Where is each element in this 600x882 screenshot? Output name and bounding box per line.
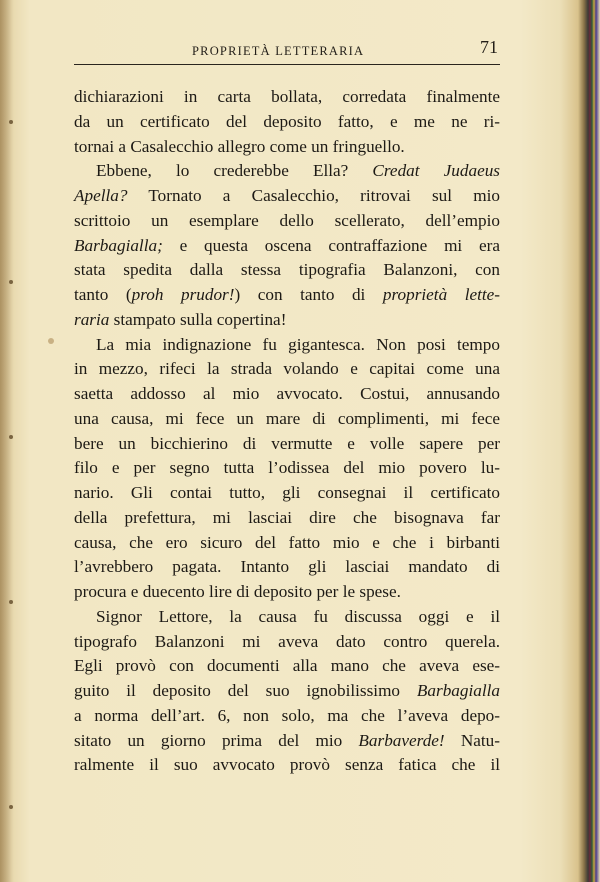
page-number: 71	[480, 37, 498, 57]
text-line	[74, 531, 500, 556]
text-segment: stata spedita dalla stessa tipografia Balanzoni, con	[74, 260, 500, 280]
text-line	[74, 110, 500, 135]
text-line	[74, 283, 500, 308]
italic-text: proprietà lette-	[382, 285, 501, 304]
text-segment: Natu-	[444, 730, 501, 750]
text-segment: dichiarazioni in carta bollata, corredata finalmente	[74, 87, 500, 106]
italic-text: Apella?	[74, 186, 128, 205]
text-line	[74, 258, 500, 283]
text-line	[74, 357, 500, 382]
text-line	[74, 234, 500, 259]
text-line	[74, 333, 500, 358]
text-segment: in mezzo, rifeci la strada volando e capitai come una	[74, 359, 500, 379]
text-segment: guito il deposito del suo ignobilissimo	[74, 681, 417, 700]
text-segment: saetta addosso al mio avvocato. Costui, annusando	[74, 384, 500, 403]
text-line	[74, 753, 500, 778]
paper-stain	[48, 338, 54, 344]
italic-text: proh prudor!	[131, 285, 235, 304]
text-segment: nario. Gli contai tutto, gli consegnai il certificato	[74, 483, 500, 502]
text-segment: Egli provò con documenti alla mano che aveva ese-	[74, 656, 500, 676]
text-segment: da un certificato del deposito fatto, e me ne ri-	[74, 111, 500, 131]
text-line	[74, 407, 500, 432]
binding-stitch	[9, 280, 13, 284]
italic-text: Barbagialla;	[74, 235, 163, 255]
text-line	[74, 456, 500, 481]
italic-text: Credat Judaeus	[372, 161, 500, 181]
italic-text: raria	[74, 309, 110, 329]
text-segment: della prefettura, mi lasciai dire che bisognava far	[74, 507, 500, 527]
text-line	[74, 630, 500, 655]
page-header	[74, 36, 500, 65]
binding-stitch	[9, 120, 13, 124]
text-segment: stampato sulla copertina!	[109, 309, 287, 329]
binding-stitch	[9, 805, 13, 809]
text-segment: La mia indignazione fu gigantesca. Non posi tempo	[96, 334, 500, 354]
text-segment: una causa, mi fece un mare di complimenti, mi fece	[74, 408, 500, 428]
text-segment: bere un bicchierino di vermutte e volle sapere per	[74, 433, 500, 453]
text-segment: e questa oscena contraffazione mi era	[162, 235, 500, 255]
text-line	[74, 580, 500, 605]
text-segment: tornai a Casalecchio allegro come un fringuello.	[74, 136, 405, 156]
italic-text: Barbaverde!	[358, 730, 445, 750]
text-segment: ) con tanto di	[234, 285, 383, 304]
text-line	[74, 729, 500, 754]
text-segment: causa, che ero sicuro del fatto mio e che i birbanti	[74, 532, 500, 552]
body-text	[74, 85, 500, 778]
text-line	[74, 135, 500, 160]
text-segment: Tornato a Casalecchio, ritrovai sul mio	[127, 186, 500, 205]
text-line	[74, 704, 500, 729]
text-line	[74, 308, 500, 333]
text-segment: Signor Lettore, la causa fu discussa oggi e il	[96, 606, 500, 626]
running-head: PROPRIETÀ LETTERARIA	[192, 44, 365, 58]
text-line	[74, 481, 500, 506]
text-line	[74, 506, 500, 531]
binding-stitch	[9, 600, 13, 604]
text-segment: tanto (	[74, 285, 132, 304]
text-line	[74, 432, 500, 457]
text-line	[74, 605, 500, 630]
text-line	[74, 85, 500, 110]
text-segment: procura e duecento lire di deposito per le spese.	[74, 582, 401, 601]
binding-stitch	[9, 435, 13, 439]
text-line	[74, 184, 500, 209]
text-line	[74, 654, 500, 679]
text-line	[74, 382, 500, 407]
text-line	[74, 159, 500, 184]
text-segment: ralmente il suo avvocato provò senza fatica che il	[74, 755, 500, 775]
text-line	[74, 209, 500, 234]
text-segment: Ebbene, lo crederebbe Ella?	[96, 161, 373, 181]
text-segment: sitato un giorno prima del mio	[74, 730, 359, 750]
italic-text: Barbagialla	[416, 681, 500, 700]
text-segment: filo e per segno tutta l’odissea del mio povero lu-	[74, 458, 500, 478]
text-segment: scrittoio un esemplare dello scellerato, dell’empio	[74, 210, 500, 230]
text-segment: l’avrebbero pagata. Intanto gli lasciai mandato di	[74, 557, 500, 577]
text-line	[74, 679, 500, 704]
text-segment: a norma dell’art. 6, non solo, ma che l’aveva depo-	[74, 705, 500, 725]
text-line	[74, 555, 500, 580]
text-segment: tipografo Balanzoni mi aveva dato contro querela.	[74, 631, 500, 651]
